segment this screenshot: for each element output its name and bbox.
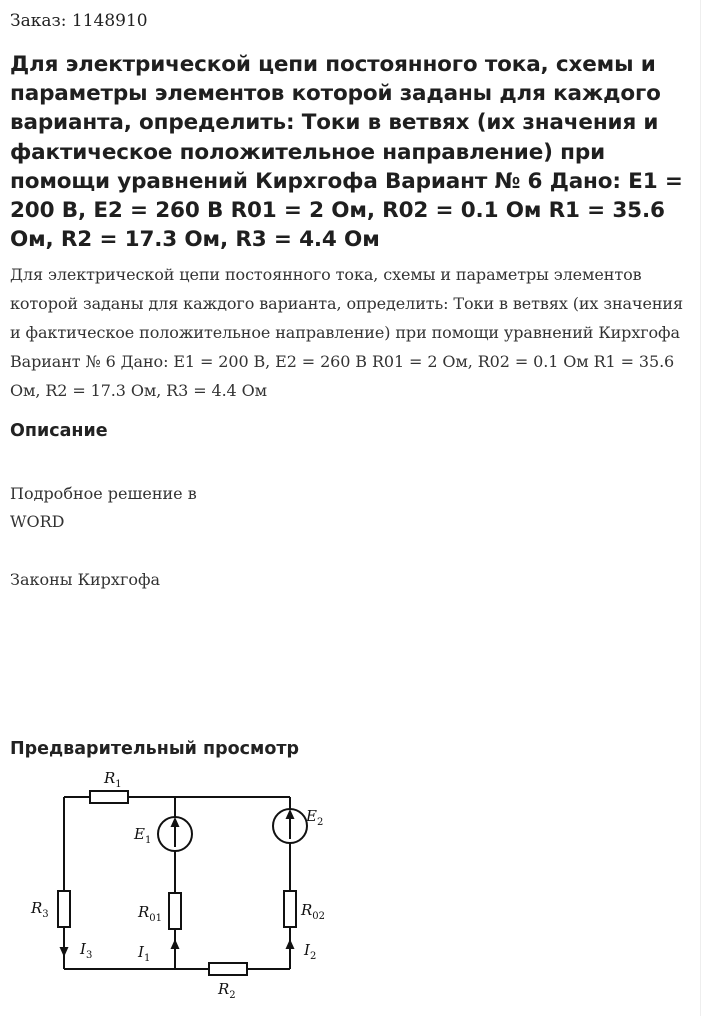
resistor-r01	[169, 893, 181, 929]
resistor-r02	[284, 891, 296, 927]
label-r3: $R_3$	[31, 899, 49, 920]
order-number: Заказ: 1148910	[10, 11, 148, 31]
description-heading: Описание	[10, 421, 108, 441]
e2-arrow-head	[286, 809, 295, 819]
i2-arrow	[286, 939, 295, 949]
description-line-1: Подробное решение в	[10, 484, 197, 503]
resistor-r2	[209, 963, 247, 975]
circuit-diagram	[20, 765, 350, 1005]
label-e2: $E_2$	[306, 807, 324, 828]
i1-arrow	[171, 939, 180, 949]
label-r01: $R_{01}$	[138, 903, 163, 924]
resistor-r1	[90, 791, 128, 803]
preview-heading: Предварительный просмотр	[10, 739, 300, 759]
description-line-3: Законы Кирхгофа	[10, 570, 161, 589]
i3-arrow	[60, 947, 69, 957]
page-title: Для электрической цепи постоянного тока, схемы и параметры элементов которой заданы для каждого варианта, определить: Токи в ветвях (их значения и фактическое положительное направление) при помощи уравнений Кирхгофа Вариант № 6 Дано: E1 = 200 В, E2 = 260 В R01 = 2 Ом, R02 = 0.1 Ом R1 = 35.6 Ом, R2 = 17.3 Ом, R3 = 4.4 Ом	[10, 52, 683, 253]
label-i3: $I_3$	[80, 940, 93, 961]
description-line-2: WORD	[10, 512, 65, 531]
label-e1: $E_1$	[134, 825, 152, 846]
resistor-r3	[58, 891, 70, 927]
label-i1: $I_1$	[138, 943, 151, 964]
label-i2: $I_2$	[304, 941, 317, 962]
e1-arrow-head	[171, 817, 180, 827]
label-r2: $R_2$	[218, 980, 236, 1001]
label-r02: $R_{02}$	[301, 901, 326, 922]
label-r1: $R_1$	[104, 769, 122, 790]
task-description: Для электрической цепи постоянного тока, схемы и параметры элементов которой заданы для каждого варианта, определить: Токи в ветвях (их значения и фактическое положительное направление) при помощи уравнений Кирхгофа Вариант № 6 Дано: E1 = 200 В, E2 = 260 В R01 = 2 Ом, R02 = 0.1 Ом R1 = 35.6 Ом, R2 = 17.3 Ом, R3 = 4.4 Ом	[10, 265, 683, 400]
